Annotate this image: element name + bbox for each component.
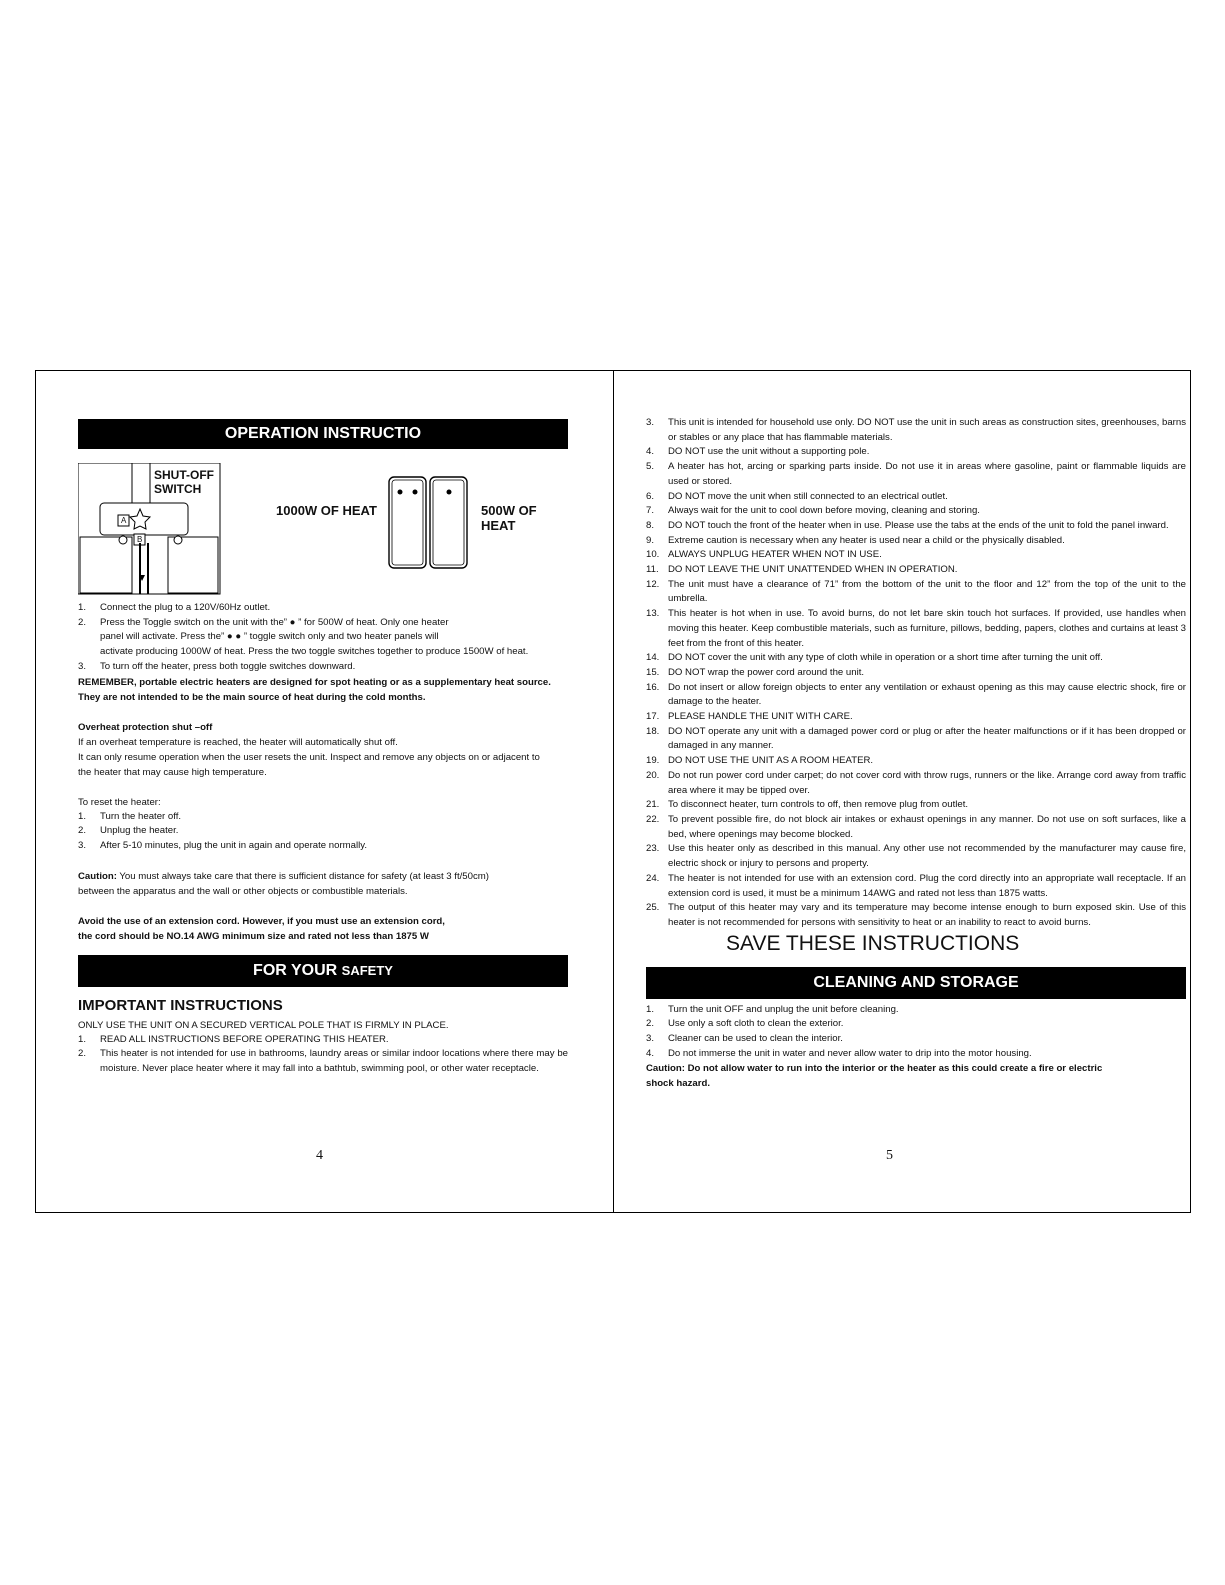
list-item: 20. Do not run power cord under carpet; do not cover cord with throw rugs, runners or the like. Arrange cord away from traffic area where it may be tipped over. [646, 769, 1186, 796]
list-item: 19. DO NOT USE THE UNIT AS A ROOM HEATER. [646, 755, 874, 767]
reset-steps [78, 810, 568, 854]
safety-header: FOR YOUR SAFETY [78, 955, 568, 987]
list-item: 23. Use this heater only as described in this manual. Any other use not recommended by the manufacturer may cause fire, electric shock or injury to persons and property. [646, 843, 1186, 870]
right-page [646, 371, 1186, 1212]
manual-spread [35, 370, 1191, 1213]
overheat-title: Overheat protection shut –off [78, 721, 213, 733]
page-divider [613, 371, 614, 1212]
list-item: 8. DO NOT touch the front of the heater when in use. Please use the tabs at the ends of the unit to fold the panel inward. [646, 519, 1169, 531]
caution-line-2: between the apparatus and the wall or other objects or combustible materials. [78, 885, 408, 897]
list-item: 3. Cleaner can be used to clean the interior. [646, 1033, 843, 1045]
dot-icon [413, 490, 418, 495]
list-item: panel will activate. Press the” ● ● ” toggle switch only and two heater panels will [100, 631, 439, 643]
list-item: 22. To prevent possible fire, do not block air intakes or exhaust openings in any manner. Do not use on soft surfaces, like a bed, where openings may become blocked. [646, 813, 1186, 840]
cleaning-items [646, 1003, 1186, 1062]
page-number-left: 4 [316, 1148, 323, 1163]
list-item: 2. This heater is not intended for use in bathrooms, laundry areas or similar indoor locations where there may be moisture. Never place heater where it may fall into a bathtub, swimming pool, or other water receptacle. [78, 1048, 568, 1075]
list-item: 3. This unit is intended for household use only. DO NOT use the unit in such areas as construction sites, greenhouses, barns or stables or any place that has flammable materials. [646, 417, 1186, 443]
list-item: 1. Turn the heater off. [78, 810, 182, 822]
heater-panel-left [80, 537, 132, 593]
safety-items-continued [646, 416, 1186, 931]
list-item: 1. Connect the plug to a 120V/60Hz outlet. [78, 602, 271, 613]
cleaning-header: CLEANING AND STORAGE [646, 967, 1186, 999]
list-item: 3. After 5-10 minutes, plug the unit in again and operate normally. [78, 839, 368, 851]
list-item: 21. To disconnect heater, turn controls to off, then remove plug from outlet. [646, 799, 969, 811]
dot-icon [398, 490, 403, 495]
label-b: B [137, 535, 143, 544]
list-item: 12. The unit must have a clearance of 71” from the bottom of the unit to the floor and 12” from the top of the unit to the umbrella. [646, 578, 1186, 605]
avoid-line-2: the cord should be NO.14 AWG minimum size and rated not less than 1875 W [78, 930, 429, 942]
list-item: 1. READ ALL INSTRUCTIONS BEFORE OPERATING THIS HEATER. [78, 1033, 389, 1045]
toggle-switch-1000w [389, 477, 426, 568]
important-title: IMPORTANT INSTRUCTIONS [78, 996, 283, 1014]
list-item: 13. This heater is hot when in use. To avoid burns, do not let bare skin touch hot surfaces. If provided, use handles when moving this heater. Keep combustible materials, such as furniture, pillows, bedding, papers, clothes and curtains at least 3 feet from the front of this heater. [646, 608, 1186, 649]
safety-items [78, 1033, 568, 1077]
heater-panel-right [168, 537, 218, 593]
label-a: A [121, 516, 127, 525]
overheat-line-3: the heater that may cause high temperature. [78, 766, 267, 778]
list-item: 4. Do not immerse the unit in water and never allow water to drip into the motor housing. [646, 1047, 1032, 1059]
list-item: 5. A heater has hot, arcing or sparking parts inside. Do not use it in areas where gasoline, paint or flammable liquids are used or stored. [646, 461, 1186, 487]
list-item: 9. Extreme caution is necessary when any heater is used near a child or the physically disabled. [646, 534, 1065, 546]
dot-icon [447, 490, 452, 495]
list-item: 2. Unplug the heater. [78, 825, 179, 837]
page-number-right: 5 [886, 1148, 893, 1163]
list-item: 7. Always wait for the unit to cool down before moving, cleaning and storing. [646, 505, 980, 517]
cleaning-caution-line-2: shock hazard. [646, 1078, 710, 1090]
heat-label-500w: 500W OF HEAT [481, 503, 537, 533]
list-item: 17. PLEASE HANDLE THE UNIT WITH CARE. [646, 711, 853, 723]
list-item: 24. The heater is not intended for use with an extension cord. Plug the cord directly into an appropriate wall receptacle. If an extension cord is used, it must be a minimum 14AWG and rated not less than 1875 watts. [646, 872, 1186, 899]
list-item: activate producing 1000W of heat. Press the two toggle switches together to produce 1500W of heat. [100, 646, 529, 658]
list-item: 15. DO NOT wrap the power cord around the unit. [646, 666, 865, 678]
list-item: 16. Do not insert or allow foreign objects to enter any ventilation or exhaust opening as this may cause electric shock, fire or damage to the heater. [646, 681, 1186, 708]
cleaning-caution-line-1: Caution: Do not allow water to run into the interior or the heater as this could create a fire or electric [646, 1063, 1103, 1075]
shutoff-label: SHUT-OFF SWITCH [154, 468, 214, 496]
caution-line-1: Caution: You must always take care that there is sufficient distance for safety (at least 3 ft/50cm) [78, 870, 489, 882]
overheat-line-1: If an overheat temperature is reached, the heater will automatically shut off. [78, 736, 398, 748]
list-item: 3. To turn off the heater, press both toggle switches downward. [78, 660, 356, 672]
operation-header: OPERATION INSTRUCTIO [78, 419, 568, 449]
remember-line-1: REMEMBER, portable electric heaters are designed for spot heating or as a supplementary heat source. [78, 676, 551, 688]
overheat-line-2: It can only resume operation when the user resets the unit. Inspect and remove any objects on or adjacent to [78, 751, 540, 763]
only-use-line: ONLY USE THE UNIT ON A SECURED VERTICAL POLE THAT IS FIRMLY IN PLACE. [78, 1019, 449, 1031]
heat-label-1000w: 1000W OF HEAT [276, 503, 377, 518]
left-page [78, 371, 568, 1212]
pole [132, 463, 150, 508]
list-item: 4. DO NOT use the unit without a supporting pole. [646, 446, 870, 458]
list-item: 1. Turn the unit OFF and unplug the unit before cleaning. [646, 1003, 899, 1015]
list-item: 25. The output of this heater may vary and its temperature may become intense enough to burn exposed skin. Use of this heater is not recommended for persons with sensitivity to heat or an inability to react to avoid burns. [646, 902, 1186, 928]
list-item: 18. DO NOT operate any unit with a damaged power cord or plug or after the heater malfunctions or if it has been dropped or damaged in any manner. [646, 725, 1186, 752]
reset-title: To reset the heater: [78, 796, 161, 808]
list-item: 10. ALWAYS UNPLUG HEATER WHEN NOT IN USE. [646, 549, 882, 561]
save-instructions: SAVE THESE INSTRUCTIONS [726, 931, 1020, 955]
remember-line-2: They are not intended to be the main source of heat during the cold months. [78, 691, 426, 703]
operation-figure [78, 463, 568, 595]
list-item: 6. DO NOT move the unit when still connected to an electrical outlet. [646, 490, 948, 502]
list-item: 2. Press the Toggle switch on the unit with the” ● ” for 500W of heat. Only one heater [78, 616, 449, 628]
list-item: 14. DO NOT cover the unit with any type of cloth while in operation or a short time after turning the unit off. [646, 652, 1103, 664]
avoid-line-1: Avoid the use of an extension cord. However, if you must use an extension cord, [78, 915, 445, 927]
operation-steps [78, 601, 568, 675]
list-item: 2. Use only a soft cloth to clean the exterior. [646, 1018, 844, 1030]
list-item: 11. DO NOT LEAVE THE UNIT UNATTENDED WHEN IN OPERATION. [646, 564, 958, 576]
